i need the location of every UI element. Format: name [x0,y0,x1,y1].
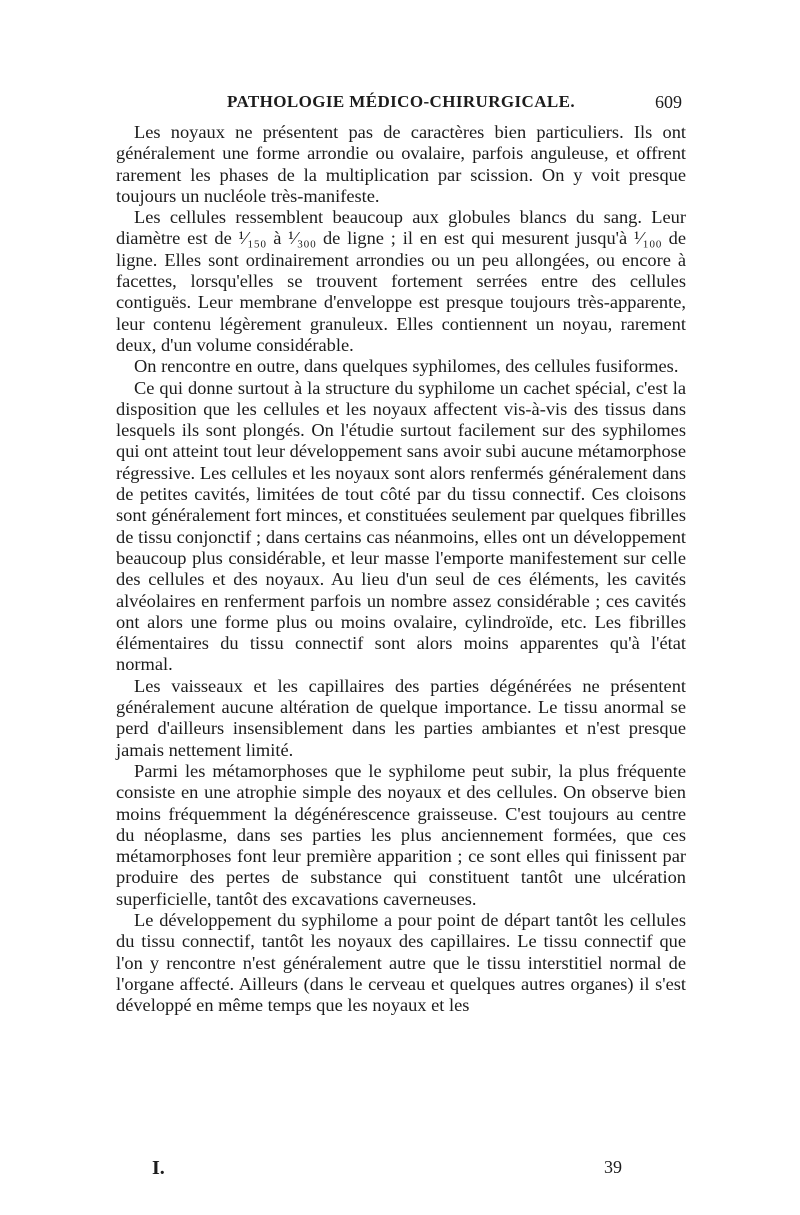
paragraph-vessels: Les vaisseaux et les capillaires des parties dégénérées ne présentent généralement aucune altération de quelque importance. Le tissu anormal se perd d'ailleurs insensiblement dans les parties ambiantes et n'est presque jamais nettement limité. [116,675,686,760]
signature-mark: I. [152,1157,165,1179]
paragraph-cells [116,207,686,356]
fraction-one-300: ¹⁄₃₀₀ [288,228,317,249]
paragraph-fusiform-cells: On rencontre en outre, dans quelques syphilomes, des cellules fusiformes. [134,356,679,377]
paragraph-development: Le développement du syphilome a pour point de départ tantôt les cellules du tissu connectif, tantôt les noyaux des capillaires. Le tissu connectif que l'on y rencontre n'est généralement autre que le tissu interstitiel normal de l'organe affecté. Ailleurs (dans le cerveau et quelques autres organes) il s'est développé en même temps que les noyaux et les [116,909,686,1016]
body-text [116,122,686,1016]
book-page [116,92,686,1016]
sheet-number: 39 [604,1157,622,1177]
paragraph-cells-text-4: de ligne. Elles sont ordinairement arrondies ou un peu allongées, ou encore à facettes, lorsqu'elles se trouvent fortement serrées entre des cellules contiguës. Leur membrane d'enveloppe est presque toujours très-apparente, leur contenu légèrement granuleux. Elles contiennent un noyau, rarement deux, d'un volume considérable. [116,228,686,355]
paragraph-nuclei: Les noyaux ne présentent pas de caractères bien particuliers. Ils ont généralement une forme arrondie ou ovalaire, parfois anguleuse, et offrent rarement les phases de la multiplication par scission. On y voit presque toujours un nucléole très-manifeste. [116,122,686,206]
paragraph-cells-text-2: à [266,228,289,249]
paragraph-cells-text-1: Les cellules ressemblent beaucoup aux globules blancs du sang. Leur diamètre est de [116,207,686,249]
page-number: 609 [655,92,682,112]
fraction-one-150: ¹⁄₁₅₀ [238,228,267,249]
running-title: PATHOLOGIE MÉDICO-CHIRURGICALE. [226,92,576,111]
page-footer [152,1157,632,1183]
paragraph-cells-text-3: de ligne ; il en est qui mesurent jusqu'à [316,228,634,249]
paragraph-metamorphoses: Parmi les métamorphoses que le syphilome peut subir, la plus fréquente consiste en une atrophie simple des noyaux et des cellules. On observe bien moins fréquemment la dégénérescence graisseuse. C'est toujours au centre du néoplasme, dans ses parties les plus anciennement formées, que ces métamorphoses font leur première apparition ; ce sont elles qui finissent par produire des pertes de substance qui constituent tantôt une ulcération superficielle, tantôt des excavations caverneuses. [116,760,686,909]
paragraph-structure: Ce qui donne surtout à la structure du syphilome un cachet spécial, c'est la disposition que les cellules et les noyaux affectent vis-à-vis des tissus dans lesquels ils sont plongés. On l'étudie surtout facilement sur des syphilomes qui ont atteint tout leur développement sans avoir subi aucune métamorphose régressive. Les cellules et les noyaux sont alors renfermés généralement dans de petites cavités, limitées de tout côté par du tissu connectif. Ces cloisons sont généralement fort minces, et constituées seulement par quelques fibrilles de tissu conjonctif ; dans certains cas néanmoins, elles ont un développement beaucoup plus considérable, et leur masse l'emporte manifestement sur celle des cellules et des noyaux. Au lieu d'un seul de ces éléments, les cavités alvéolaires en renferment parfois un nombre assez considérable ; ces cavités ont alors une forme plus ou moins ovalaire, cylindroïde, etc. Les fibrilles élémentaires du tissu connectif sont alors moins apparentes qu'à l'état normal. [116,377,686,675]
fraction-one-100: ¹⁄₁₀₀ [633,228,662,249]
running-head [116,92,686,122]
